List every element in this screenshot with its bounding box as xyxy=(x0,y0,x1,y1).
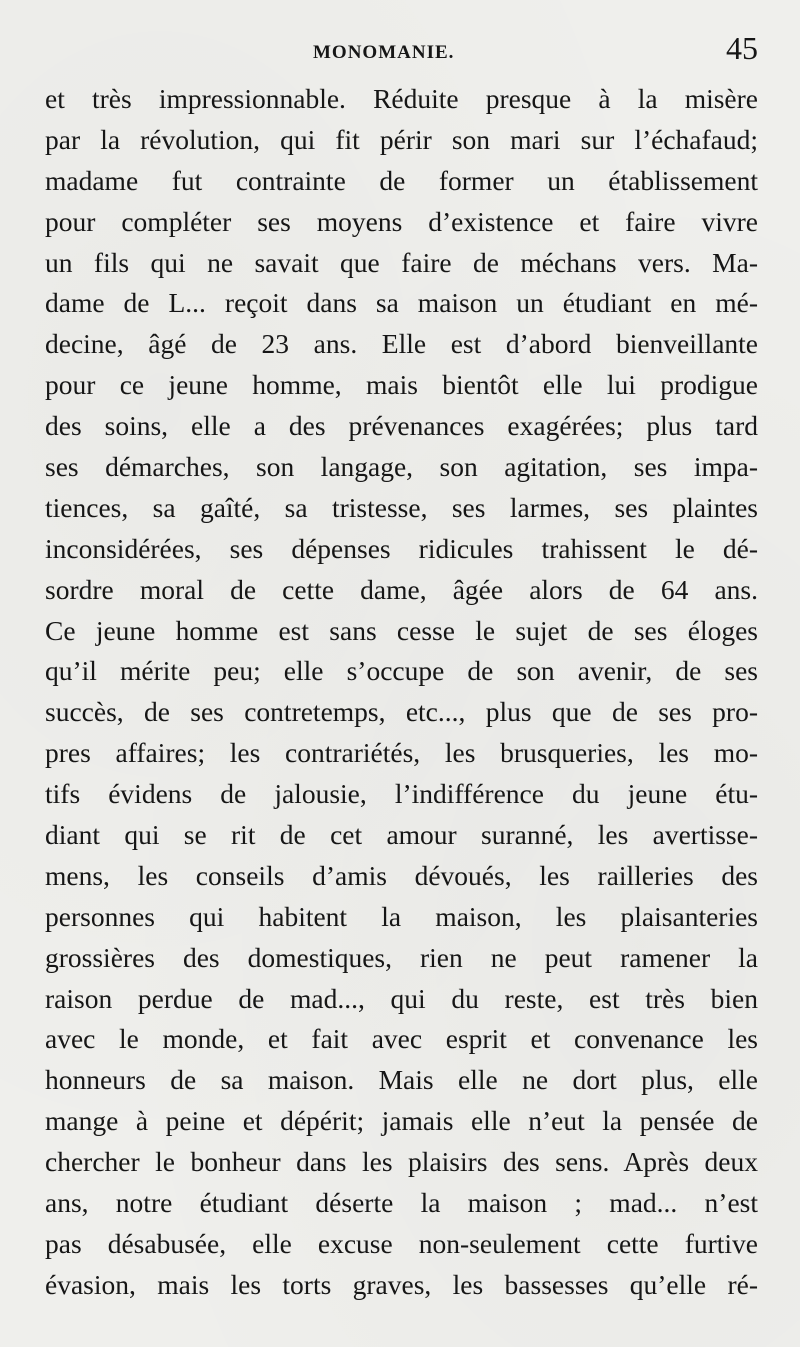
text-line: un fils qui ne savait que faire de méchans vers. Ma- xyxy=(45,246,758,278)
text-line: grossières des domestiques, rien ne peut ramener la xyxy=(45,941,758,973)
text-line: honneurs de sa maison. Mais elle ne dort plus, elle xyxy=(45,1064,758,1096)
text-line: sordre moral de cette dame, âgée alors de 64 ans. xyxy=(45,573,758,605)
text-line: decine, âgé de 23 ans. Elle est d’abord bienveillante xyxy=(45,328,758,360)
text-line: des soins, elle a des prévenances exagérées; plus tard xyxy=(45,410,758,442)
text-line: mens, les conseils d’amis dévoués, les railleries des xyxy=(45,859,758,891)
page-header xyxy=(0,30,800,80)
text-line: tifs évidens de jalousie, l’indifférence du jeune étu- xyxy=(45,778,758,810)
text-line: pour compléter ses moyens d’existence et faire vivre xyxy=(45,205,758,237)
text-line: personnes qui habitent la maison, les plaisanteries xyxy=(45,900,758,932)
text-line: madame fut contrainte de former un établissement xyxy=(45,164,758,196)
text-line: avec le monde, et fait avec esprit et convenance les xyxy=(45,1023,758,1055)
text-line: succès, de ses contretemps, etc..., plus que de ses pro- xyxy=(45,696,758,728)
text-line: inconsidérées, ses dépenses ridicules trahissent le dé- xyxy=(45,532,758,564)
text-line: chercher le bonheur dans les plaisirs des sens. Après deux xyxy=(45,1146,758,1178)
text-line: ans, notre étudiant déserte la maison ; mad... n’est xyxy=(45,1187,758,1219)
text-line: et très impressionnable. Réduite presque à la misère xyxy=(45,83,758,114)
text-line: mange à peine et dépérit; jamais elle n’eut la pensée de xyxy=(45,1105,758,1137)
text-line: évasion, mais les torts graves, les bassesses qu’elle ré- xyxy=(45,1268,758,1300)
running-title: MONOMANIE. xyxy=(313,42,455,63)
text-line: pour ce jeune homme, mais bientôt elle lui prodigue xyxy=(45,369,758,401)
text-line: dame de L... reçoit dans sa maison un étudiant en mé- xyxy=(45,287,758,319)
text-line: par la révolution, qui fit périr son mari sur l’échafaud; xyxy=(45,123,758,155)
page-number: 45 xyxy=(726,30,758,66)
text-line: pres affaires; les contrariétés, les brusqueries, les mo- xyxy=(45,737,758,769)
text-line: qu’il mérite peu; elle s’occupe de son avenir, de ses xyxy=(45,655,758,687)
text-line: ses démarches, son langage, son agitation, ses impa- xyxy=(45,451,758,483)
text-line: tiences, sa gaîté, sa tristesse, ses larmes, ses plaintes xyxy=(45,491,758,523)
text-line: raison perdue de mad..., qui du reste, est très bien xyxy=(45,982,758,1014)
text-line: pas désabusée, elle excuse non-seulement cette furtive xyxy=(45,1227,758,1259)
text-line: diant qui se rit de cet amour suranné, les avertisse- xyxy=(45,819,758,851)
body-text xyxy=(45,79,758,1306)
text-line: Ce jeune homme est sans cesse le sujet de ses éloges xyxy=(45,614,758,646)
